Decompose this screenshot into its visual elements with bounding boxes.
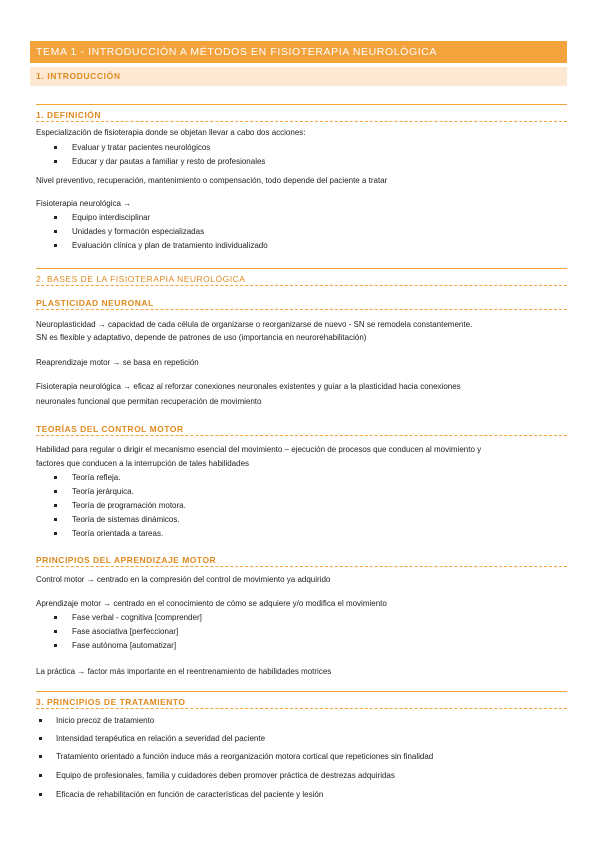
divider — [36, 268, 567, 269]
list-item: Teoría orientada a tareas. — [58, 529, 163, 538]
subsection-header-definicion: 1. DEFINICIÓN — [36, 110, 102, 120]
bullet-icon — [54, 160, 57, 163]
list-item: Evaluar y tratar pacientes neurológicos — [58, 143, 210, 152]
list-item: Eficacia de rehabilitación en función de características del paciente y lesión — [36, 790, 323, 799]
divider — [36, 691, 567, 692]
divider — [36, 104, 567, 105]
subsection-header-plasticidad: PLASTICIDAD NEURONAL — [36, 298, 154, 308]
divider — [36, 435, 567, 436]
section-header-introduccion: 1. INTRODUCCIÓN — [30, 67, 567, 86]
list-item: Fase autónoma [automatizar] — [58, 641, 176, 650]
list-item: Teoría de programación motora. — [58, 501, 186, 510]
paragraph: Fisioterapia neurológica → eficaz al reforzar conexiones neuronales existentes y guiar a la plasticidad hacia conexiones — [36, 382, 461, 391]
list-item: Intensidad terapéutica en relación a severidad del paciente — [36, 734, 265, 743]
list-item: Educar y dar pautas a familiar y resto de profesionales — [58, 157, 265, 166]
list-item: Fase verbal - cognitiva [comprender] — [58, 613, 202, 622]
divider — [36, 708, 567, 709]
divider — [36, 121, 567, 122]
subsection-header-teorias: TEORÍAS DEL CONTROL MOTOR — [36, 424, 184, 434]
subsection-header-bases: 2. BASES DE LA FISIOTERAPIA NEUROLÓGICA — [36, 274, 246, 284]
bullet-icon — [54, 476, 57, 479]
list-item: Inicio precoz de tratamiento — [36, 716, 154, 725]
paragraph: La práctica → factor más importante en el reentrenamiento de habilidades motrices — [36, 667, 332, 676]
bullet-icon — [54, 244, 57, 247]
divider — [36, 566, 567, 567]
list-item: Tratamiento orientado a función induce más a reorganización motora cortical que repeticiones sin finalidad — [36, 752, 433, 761]
paragraph: SN es flexible y adaptativo, depende de patrones de uso (importancia en neurorehabilitación) — [36, 333, 367, 342]
paragraph: Habilidad para regular o dirigir el mecanismo esencial del movimiento – ejecución de procesos que conducen al movimiento y — [36, 445, 482, 454]
divider — [36, 309, 567, 310]
bullet-icon — [54, 146, 57, 149]
paragraph: factores que conducen a la interrupción de tales habilidades — [36, 459, 250, 468]
bullet-icon — [54, 532, 57, 535]
list-item: Teoría jerárquica. — [58, 487, 134, 496]
paragraph: Aprendizaje motor → centrado en el conocimiento de cómo se adquiere y/o modifica el movimiento — [36, 599, 387, 608]
document-title: TEMA 1 - INTRODUCCIÓN A MÉTODOS EN FISIOTERAPIA NEUROLÓGICA — [30, 41, 567, 63]
bullet-icon — [54, 230, 57, 233]
bullet-icon — [39, 755, 42, 758]
paragraph: Fisioterapia neurológica → — [36, 199, 132, 208]
list-item: Unidades y formación especializadas — [58, 227, 204, 236]
list-item: Equipo de profesionales, familia y cuidadores deben promover práctica de destrezas adquiridas — [36, 771, 395, 780]
subsection-header-tratamiento: 3. PRINCIPIOS DE TRATAMIENTO — [36, 697, 186, 707]
bullet-icon — [54, 216, 57, 219]
list-item: Fase asociativa [perfeccionar] — [58, 627, 178, 636]
bullet-icon — [39, 719, 42, 722]
divider — [36, 285, 567, 286]
bullet-icon — [54, 644, 57, 647]
bullet-icon — [54, 504, 57, 507]
list-item: Teoría de sistemas dinámicos. — [58, 515, 180, 524]
bullet-icon — [54, 518, 57, 521]
bullet-icon — [54, 490, 57, 493]
bullet-icon — [39, 737, 42, 740]
bullet-icon — [54, 630, 57, 633]
paragraph: neuronales funcional que permitan recuperación de movimiento — [36, 397, 262, 406]
paragraph: Neuroplasticidad → capacidad de cada célula de organizarse o reorganizarse de nuevo - SN se remodela constantemente. — [36, 320, 473, 329]
bullet-icon — [39, 793, 42, 796]
list-item: Equipo interdisciplinar — [58, 213, 150, 222]
list-item: Teoría refleja. — [58, 473, 120, 482]
subsection-header-aprendizaje: PRINCIPIOS DEL APRENDIZAJE MOTOR — [36, 555, 217, 565]
list-item: Evaluación clínica y plan de tratamiento individualizado — [58, 241, 268, 250]
bullet-icon — [39, 774, 42, 777]
paragraph: Nivel preventivo, recuperación, mantenimiento o compensación, todo depende del paciente a tratar — [36, 176, 388, 185]
paragraph: Reaprendizaje motor → se basa en repetición — [36, 358, 199, 367]
paragraph: Control motor → centrado en la compresión del control de movimiento ya adquirido — [36, 575, 331, 584]
bullet-icon — [54, 616, 57, 619]
paragraph: Especialización de fisioterapia donde se objetan llevar a cabo dos acciones: — [36, 128, 306, 137]
